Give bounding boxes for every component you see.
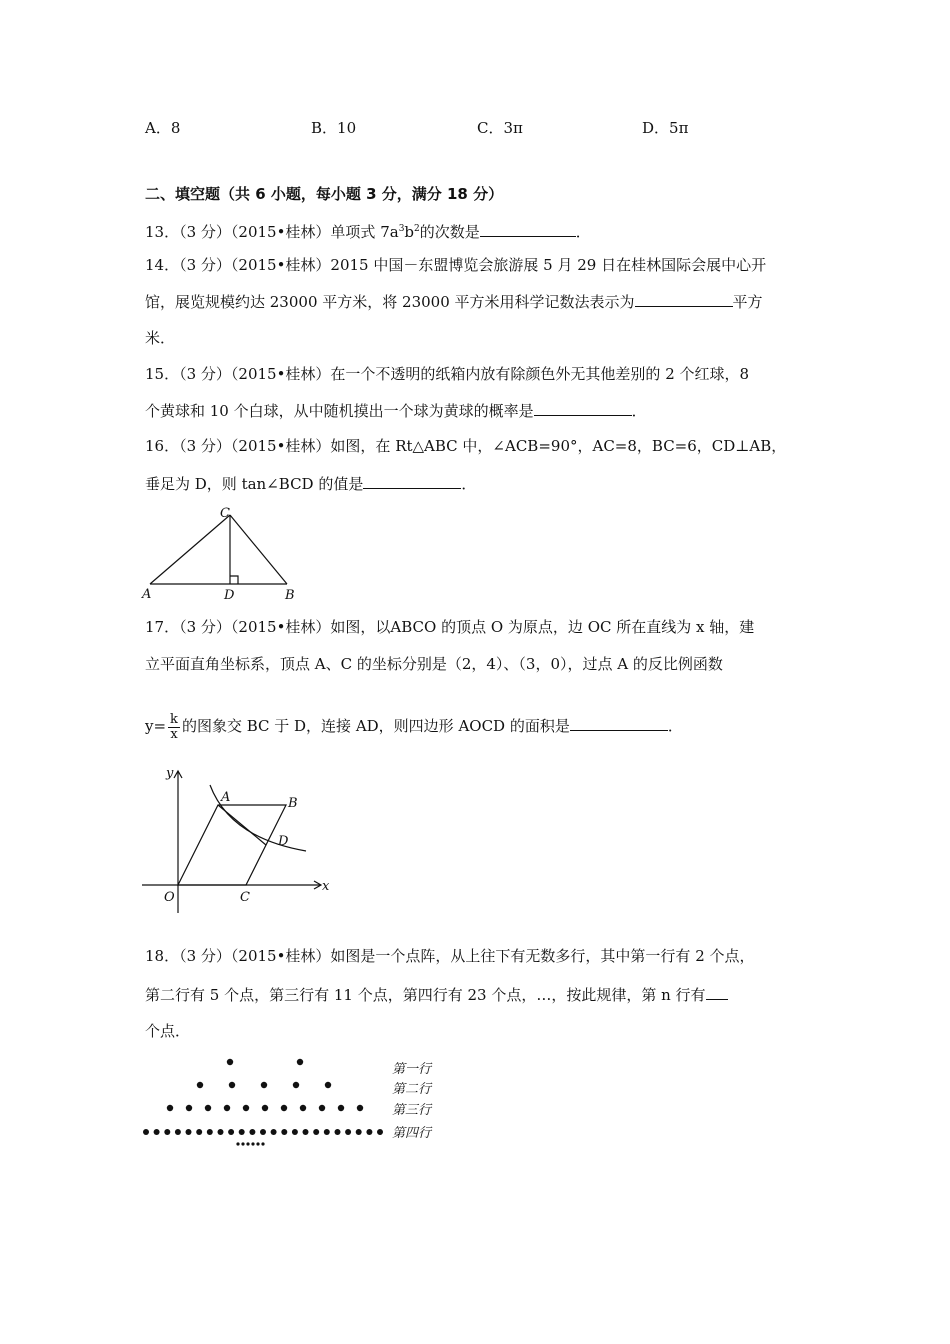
lattice-dot-row-2 <box>229 1082 235 1088</box>
lattice-dot-row-1 <box>297 1059 303 1065</box>
question-18-line1: 18．（3 分）（2015•桂林）如图是一个点阵，从上往下有无数多行，其中第一行有 2 个点， <box>145 947 755 965</box>
q13-end: ． <box>575 223 591 241</box>
lattice-dot-row-4 <box>292 1129 298 1135</box>
choice-c: C．3π <box>477 119 523 137</box>
q18-dot-lattice <box>140 1052 460 1152</box>
question-18-line2 <box>145 984 728 1005</box>
lattice-dot-row-3 <box>262 1105 268 1111</box>
row-label-3: 第三行 <box>392 1103 432 1118</box>
ellipsis-dot <box>261 1142 264 1145</box>
lattice-dot-row-4 <box>154 1129 160 1135</box>
question-15-line2 <box>145 400 647 421</box>
right-angle-mark <box>230 576 238 584</box>
lattice-dot-row-4 <box>377 1129 383 1135</box>
q16-answer-blank[interactable] <box>363 473 461 489</box>
q16-end: ． <box>461 475 477 493</box>
question-13 <box>145 219 591 242</box>
lattice-dot-row-4 <box>313 1129 319 1135</box>
question-16-line1: 16．（3 分）（2015•桂林）如图，在 Rt△ABC 中，∠ACB=90°，AC=8，BC=6，CD⊥AB， <box>145 437 787 455</box>
lattice-dot-row-1 <box>227 1059 233 1065</box>
answer-choices <box>145 117 745 137</box>
lattice-dot-row-2 <box>261 1082 267 1088</box>
q17-y: y= <box>145 717 167 735</box>
lattice-dot-row-4 <box>366 1129 372 1135</box>
q13-suffix: 的次数是 <box>419 223 480 241</box>
q16-triangle-figure <box>140 503 310 603</box>
label-x: x <box>322 879 330 894</box>
lattice-dot-row-3 <box>243 1105 249 1111</box>
choice-d: D．5π <box>642 119 689 137</box>
lattice-dot-row-4 <box>271 1129 277 1135</box>
q17-end: ． <box>667 717 683 735</box>
q13-mid: b <box>404 223 415 241</box>
q13-answer-blank[interactable] <box>480 221 576 237</box>
q17-coordinate-figure <box>140 763 340 913</box>
question-14-line2 <box>145 291 763 312</box>
question-16-line2 <box>145 473 476 494</box>
q17-line3-mid: 的图象交 BC 于 D，连接 AD，则四边形 AOCD 的面积是 <box>181 717 570 735</box>
lattice-dot-row-4 <box>345 1129 351 1135</box>
q13-exp2: 2 <box>414 224 420 234</box>
lattice-dot-row-4 <box>164 1129 170 1135</box>
q18-answer-blank[interactable] <box>706 984 728 1000</box>
ellipsis-dot <box>256 1142 259 1145</box>
q14-line2-suffix: 平方 <box>732 293 763 311</box>
label-d: D <box>278 834 289 849</box>
choice-b: B．10 <box>311 119 357 137</box>
lattice-dot-row-3 <box>205 1105 211 1111</box>
lattice-dot-row-3 <box>357 1105 363 1111</box>
lattice-dot-row-4 <box>186 1129 192 1135</box>
row-label-4: 第四行 <box>392 1126 432 1141</box>
section-title: 二、填空题（共 6 小题，每小题 3 分，满分 18 分） <box>145 185 504 203</box>
label-a: A <box>142 587 152 602</box>
lattice-dot-row-3 <box>319 1105 325 1111</box>
q17-answer-blank[interactable] <box>570 715 668 731</box>
lattice-dot-row-4 <box>356 1129 362 1135</box>
lattice-dot-row-3 <box>167 1105 173 1111</box>
question-18-line3: 个点． <box>145 1022 191 1040</box>
lattice-dot-row-2 <box>197 1082 203 1088</box>
ellipsis-dot <box>236 1142 239 1145</box>
lattice-dot-row-4 <box>260 1129 266 1135</box>
row-label-2: 第二行 <box>392 1082 432 1097</box>
question-17-line1: 17．（3 分）（2015•桂林）如图，以ABCO 的顶点 O 为原点，边 OC 所在直线为 x 轴，建 <box>145 618 755 636</box>
ellipsis-dot <box>246 1142 249 1145</box>
label-c: C <box>240 890 250 905</box>
q14-answer-blank[interactable] <box>635 291 733 307</box>
lattice-dot-row-4 <box>281 1129 287 1135</box>
ellipsis-dot <box>251 1142 254 1145</box>
lattice-dot-row-3 <box>338 1105 344 1111</box>
q17-fraction <box>168 713 180 742</box>
q13-prefix: 13．（3 分）（2015•桂林）单项式 7a <box>145 223 399 241</box>
question-17-line2: 立平面直角坐标系，顶点 A、C 的坐标分别是（2，4）、（3，0），过点 A 的反比例函数 <box>145 655 723 673</box>
lattice-dot-row-4 <box>175 1129 181 1135</box>
lattice-dot-row-4 <box>143 1129 149 1135</box>
lattice-dot-row-4 <box>335 1129 341 1135</box>
side-ac <box>150 515 230 584</box>
q18-line2-prefix: 第二行有 5 个点，第三行有 11 个点，第四行有 23 个点，…，按此规律，第 n 行有 <box>145 986 706 1004</box>
label-b: B <box>285 588 295 603</box>
label-o: O <box>164 890 175 905</box>
q14-line2-prefix: 馆，展览规模约达 23000 平方米，将 23000 平方米用科学记数法表示为 <box>145 293 635 311</box>
lattice-dot-row-4 <box>239 1129 245 1135</box>
lattice-dot-row-4 <box>303 1129 309 1135</box>
lattice-dot-row-2 <box>325 1082 331 1088</box>
label-c: C <box>220 506 230 521</box>
lattice-dot-row-2 <box>293 1082 299 1088</box>
lattice-dot-row-4 <box>228 1129 234 1135</box>
lattice-dot-row-3 <box>300 1105 306 1111</box>
lattice-dot-row-3 <box>281 1105 287 1111</box>
row-label-1: 第一行 <box>392 1062 432 1077</box>
lattice-dot-row-4 <box>249 1129 255 1135</box>
q16-line2-prefix: 垂足为 D，则 tan∠BCD 的值是 <box>145 475 364 493</box>
q15-end: ． <box>631 402 647 420</box>
lattice-dot-row-3 <box>186 1105 192 1111</box>
lattice-dot-row-4 <box>324 1129 330 1135</box>
choice-a: A．8 <box>145 119 181 137</box>
lattice-dot-row-4 <box>196 1129 202 1135</box>
side-bc <box>230 515 287 584</box>
question-14-line3: 米． <box>145 329 176 347</box>
label-a: A <box>221 790 231 805</box>
lattice-dot-row-4 <box>207 1129 213 1135</box>
label-d: D <box>224 588 235 603</box>
q15-answer-blank[interactable] <box>534 400 632 416</box>
label-y: y <box>166 766 174 781</box>
label-b: B <box>288 796 298 811</box>
q15-line2-prefix: 个黄球和 10 个白球，从中随机摸出一个球为黄球的概率是 <box>145 402 534 420</box>
q13-exp1: 3 <box>398 224 405 234</box>
question-14-line1: 14．（3 分）（2015•桂林）2015 中国－东盟博览会旅游展 5 月 29 日在桂林国际会展中心开 <box>145 256 767 274</box>
question-15-line1: 15．（3 分）（2015•桂林）在一个不透明的纸箱内放有除颜色外无其他差别的 2 个红球，8 <box>145 365 750 383</box>
question-17-line3 <box>145 711 683 742</box>
q17-frac-num: k <box>170 711 178 727</box>
lattice-dot-row-4 <box>218 1129 224 1135</box>
ellipsis-dot <box>241 1142 244 1145</box>
q17-frac-den: x <box>170 726 178 742</box>
lattice-dot-row-3 <box>224 1105 230 1111</box>
